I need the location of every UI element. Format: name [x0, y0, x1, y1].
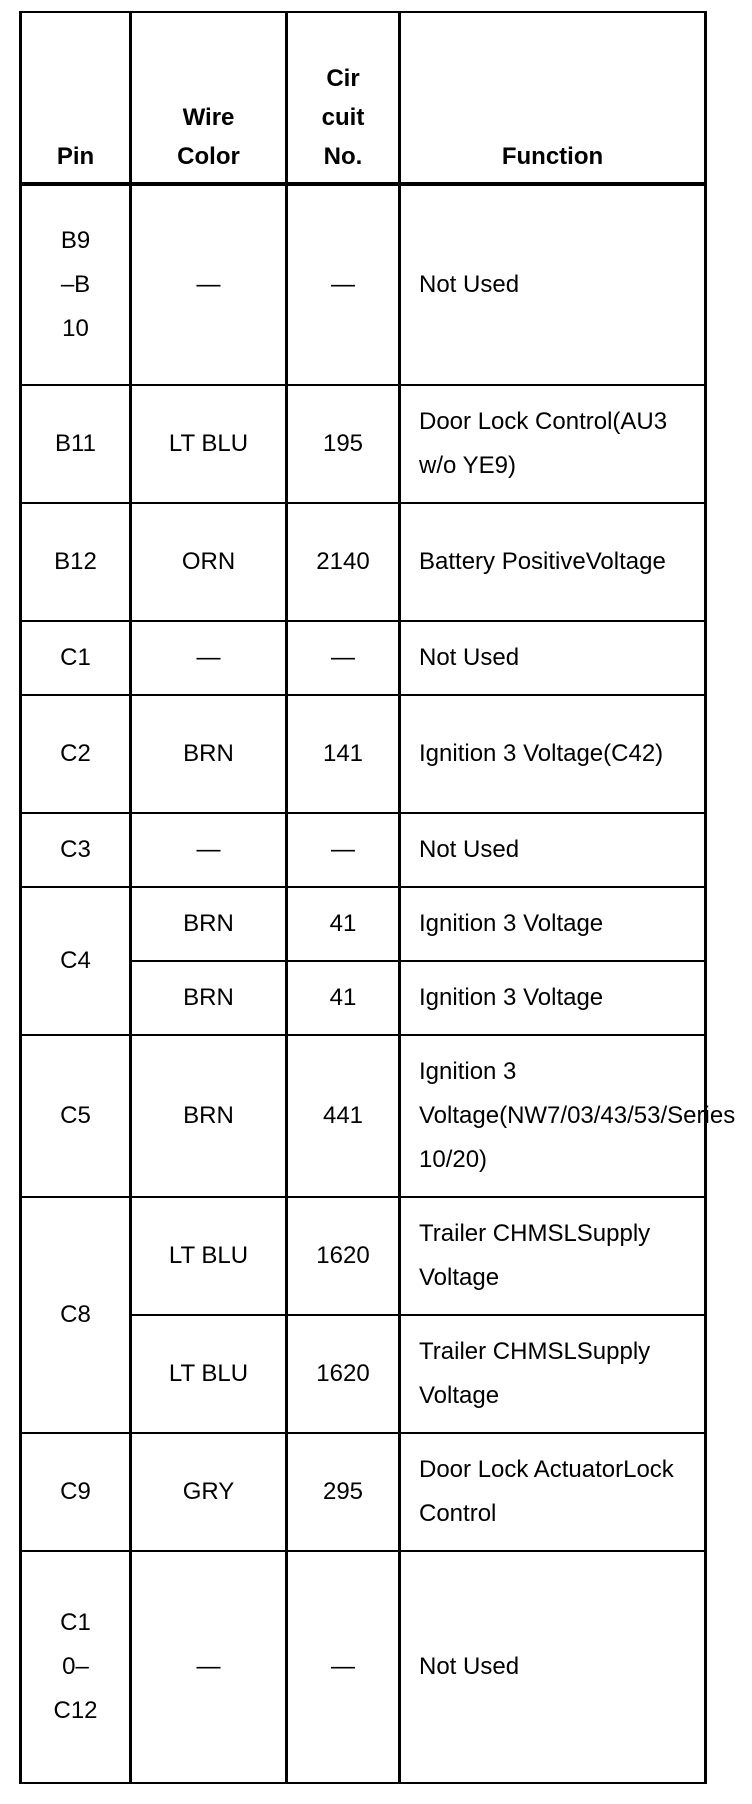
rule-right [704, 11, 707, 1784]
pin-line: C5 [60, 1102, 91, 1129]
circuit-cell [288, 696, 398, 812]
circuit-value: 141 [322, 740, 364, 767]
header-wire-color-line: Color [177, 143, 240, 170]
header-function-label: Function [501, 143, 604, 170]
circuit-cell [288, 1552, 398, 1782]
function-line: Battery Positive [419, 548, 586, 575]
pin-cell [22, 386, 129, 502]
header-pin [22, 13, 129, 182]
function-line: ies 10/20) [419, 1102, 736, 1173]
wire-color-value: ORN [181, 548, 236, 575]
circuit-value: 1620 [316, 1242, 370, 1269]
function-cell [401, 962, 704, 1034]
circuit-cell [288, 622, 398, 694]
circuit-value: 441 [322, 1102, 364, 1129]
wire-color-value: LT BLU [168, 1360, 249, 1387]
function-line: (C42) [603, 740, 664, 767]
header-wire-color-line: Wire [182, 104, 235, 131]
pin-line: B11 [55, 430, 96, 457]
function-line: (AU3 w/o YE9) [419, 408, 668, 479]
pin-line: C4 [60, 947, 91, 974]
circuit-value: 41 [329, 910, 357, 937]
function-line: Not Used [419, 1653, 520, 1680]
function-line: Not Used [419, 836, 520, 863]
wire-color-value: BRN [183, 984, 234, 1011]
wire-color-value: BRN [183, 910, 234, 937]
circuit-value: 195 [322, 430, 364, 457]
wire-color-cell [132, 1198, 285, 1314]
function-cell [401, 1036, 736, 1196]
circuit-cell [288, 888, 398, 960]
circuit-value: 295 [322, 1478, 364, 1505]
function-cell [401, 1552, 704, 1782]
pin-line: C3 [60, 836, 91, 863]
pin-cell [22, 696, 129, 812]
function-line: Not Used [419, 644, 520, 671]
wire-color-cell [132, 386, 285, 502]
wire-color-cell [132, 962, 285, 1034]
function-cell [401, 1434, 704, 1550]
function-cell [401, 696, 704, 812]
circuit-cell [288, 186, 398, 384]
pin-line: C12 [53, 1697, 98, 1724]
circuit-cell [288, 962, 398, 1034]
wire-color-cell [132, 1036, 285, 1196]
header-circuit-no [288, 13, 398, 182]
circuit-cell [288, 814, 398, 886]
wire-color-value: GRY [182, 1478, 235, 1505]
function-line: Ignition 3 Voltage [419, 910, 604, 937]
pin-line: B9 [60, 227, 91, 254]
wire-color-cell [132, 696, 285, 812]
function-cell [401, 814, 704, 886]
wire-color-cell [132, 1434, 285, 1550]
circuit-value: — [331, 836, 355, 863]
function-line: Ignition 3 Voltage [419, 984, 604, 1011]
pin-cell [22, 1036, 129, 1196]
header-circuit-line: No. [323, 143, 363, 170]
pin-cell [22, 814, 129, 886]
circuit-cell [288, 1036, 398, 1196]
wire-color-value: — [196, 644, 221, 671]
wire-color-cell [132, 1552, 285, 1782]
wire-color-cell [132, 814, 285, 886]
function-line: Trailer CHMSL [419, 1220, 577, 1247]
circuit-cell [288, 504, 398, 620]
function-cell [401, 186, 704, 384]
function-line: Door Lock Control [419, 408, 613, 435]
header-function [401, 13, 704, 182]
circuit-value: 1620 [316, 1360, 370, 1387]
wire-color-value: — [196, 1653, 221, 1680]
function-line: Not Used [419, 271, 520, 298]
pin-line: –B [60, 271, 91, 298]
circuit-cell [288, 386, 398, 502]
header-circuit-line: cuit [321, 104, 365, 131]
pin-line: C2 [60, 740, 91, 767]
wire-color-cell [132, 504, 285, 620]
function-cell [401, 1316, 704, 1432]
pin-line: 0– [62, 1653, 89, 1680]
circuit-value: 2140 [316, 548, 370, 575]
wire-color-value: BRN [183, 1102, 234, 1129]
wire-color-value: BRN [183, 740, 234, 767]
rule-bottom [19, 1782, 707, 1784]
function-line: Ignition 3 Voltage [419, 1058, 517, 1129]
function-line: Supply Voltage [419, 1220, 651, 1291]
pinout-table [19, 11, 736, 1784]
pin-line: C1 [60, 644, 91, 671]
function-cell [401, 622, 704, 694]
circuit-cell [288, 1434, 398, 1550]
function-cell [401, 386, 704, 502]
circuit-value: — [331, 271, 355, 298]
pin-line: C8 [60, 1301, 91, 1328]
function-line: Voltage [585, 548, 666, 575]
wire-color-cell [132, 888, 285, 960]
function-cell [401, 888, 704, 960]
circuit-value: — [331, 644, 355, 671]
pin-line: C1 [60, 1609, 91, 1636]
header-pin-label: Pin [56, 143, 95, 170]
function-line: Door Lock Actuator [419, 1456, 624, 1483]
wire-color-value: — [196, 836, 221, 863]
pin-line: C9 [60, 1478, 91, 1505]
pin-cell [22, 622, 129, 694]
pin-cell [22, 504, 129, 620]
function-line: Ignition 3 Voltage [419, 740, 604, 767]
pin-cell [22, 1434, 129, 1550]
header-circuit-line: Cir [326, 65, 360, 92]
pin-line: 10 [62, 315, 89, 342]
pin-cell [22, 1198, 129, 1432]
pin-line: B12 [54, 548, 97, 575]
function-line: Trailer CHMSL [419, 1338, 577, 1365]
function-line: (NW7/03/43/53/Ser [499, 1102, 705, 1129]
wire-color-value: LT BLU [168, 1242, 249, 1269]
wire-color-value: — [196, 271, 221, 298]
circuit-value: 41 [329, 984, 357, 1011]
header-wire-color [132, 13, 285, 182]
function-line: Supply Voltage [419, 1338, 651, 1409]
function-cell [401, 1198, 704, 1314]
function-cell [401, 504, 704, 620]
wire-color-cell [132, 622, 285, 694]
pin-cell [22, 186, 129, 384]
circuit-cell [288, 1198, 398, 1314]
circuit-value: — [331, 1653, 355, 1680]
wire-color-value: LT BLU [168, 430, 249, 457]
wire-color-cell [132, 186, 285, 384]
wire-color-cell [132, 1316, 285, 1432]
circuit-cell [288, 1316, 398, 1432]
pin-cell [22, 1552, 129, 1782]
pin-cell [22, 888, 129, 1034]
function-line: Lock Control [419, 1456, 674, 1527]
